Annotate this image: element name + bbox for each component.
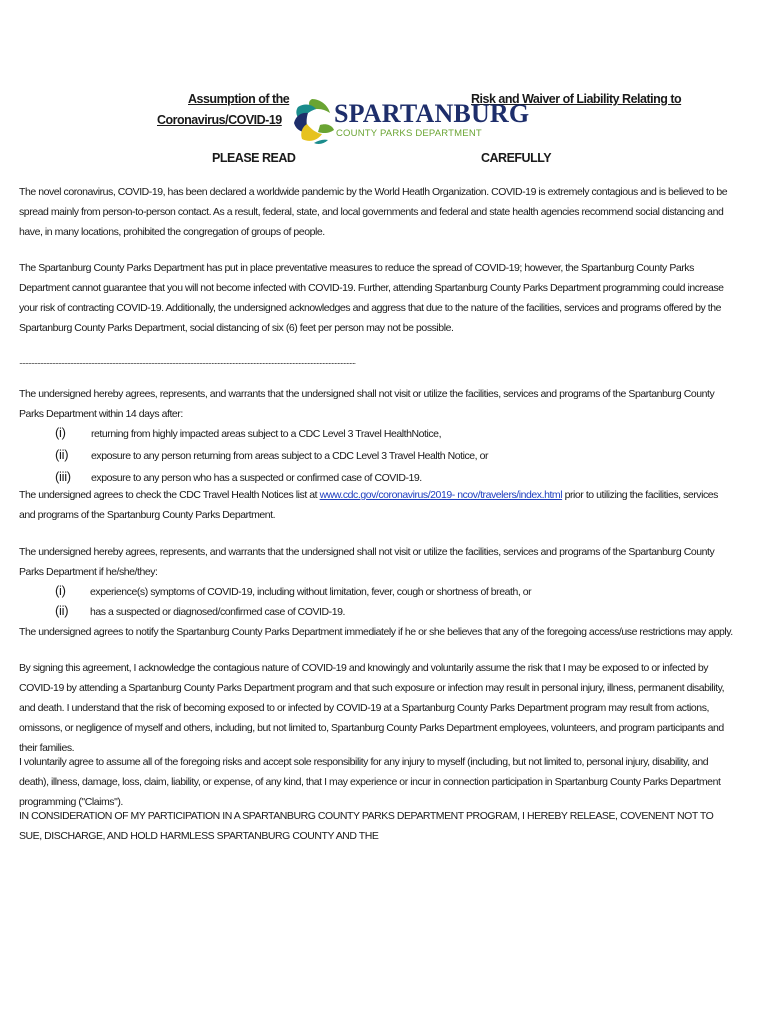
logo-name: SPARTANBURG	[334, 99, 530, 128]
dotted-separator: ................................................................................................................................................................................................................................	[19, 356, 356, 366]
paragraph-acknowledge-risk: By signing this agreement, I acknowledge the contagious nature of COVID-19 and knowingly and voluntarily assume the risk that I may be exposed to or infected by COVID-19 by attending a Spartanburg County Parks Department program and that such exposure or infection may result in personal injury, illness, permanent disability, and death. I understand that the risk of becoming exposed to or infected by COVID-19 at a Spartanburg County Parks Department program may result from actions, omissons, or negligence of myself and others, including, but not limited to, Spartanburg County Parks Department employees, volunteers, and program participants and their families.	[19, 662, 725, 754]
list1-item3-number: (iii)	[55, 469, 71, 484]
logo-subtitle: COUNTY PARKS DEPARTMENT	[336, 128, 482, 139]
title-left-line2: Coronavirus/COVID-19	[157, 113, 282, 127]
list1-item1-number: (i)	[55, 425, 66, 440]
paragraph-release: IN CONSIDERATION OF MY PARTICIPATION IN A SPARTANBURG COUNTY PARKS DEPARTMENT PROGRAM, I HEREBY RELEASE, COVENENT NOT TO SUE, DISCHARGE, AND HOLD HARMLESS SPARTANBURG COUNTY AND THE	[19, 810, 714, 842]
list2-item1-text: experience(s) symptoms of COVID-19, including without limitation, fever, cough or shortness of breath, or	[90, 586, 532, 598]
paragraph-cdc-notice	[19, 485, 719, 525]
list2-item1-number: (i)	[55, 583, 66, 598]
paragraph-notify: The undersigned agrees to notify the Spartanburg County Parks Department immediately if he or she believes that any of the foregoing access/use restrictions may apply.	[19, 626, 733, 638]
list2-item2-text: has a suspected or diagnosed/confirmed case of COVID-19.	[90, 606, 345, 618]
paragraph-symptom-restriction: The undersigned hereby agrees, represents, and warrants that the undersigned shall not visit or utilize the facilities, services and programs of the Spartanburg County Parks Department if he/she/they:	[19, 546, 715, 578]
leaf-emblem-icon	[290, 95, 338, 151]
cdc-notice-post: prior to utilizing the facilities, services and programs of the Spartanburg County Parks Department.	[19, 489, 718, 521]
cdc-notice-pre: The undersigned agrees to check the CDC Travel Health Notices list at	[19, 489, 320, 501]
paragraph-pandemic: The novel coronavirus, COVID-19, has been declared a worldwide pandemic by the World Heatlh Organization. COVID-19 is extremely contagious and is believed to be spread mainly from person-to-person contact. As a result, federal, state, and local governments and federal and state health agencies recommend social distancing and have, in many locations, prohibited the congregation of groups of people.	[19, 186, 728, 238]
list1-item2-number: (ii)	[55, 447, 69, 462]
list1-item3-text: exposure to any person who has a suspected or confirmed case of COVID-19.	[91, 472, 422, 484]
title-right: Risk and Waiver of Liability Relating to	[471, 92, 682, 106]
title-left-line1: Assumption of the	[188, 92, 290, 106]
list1-item1-text: returning from highly impacted areas subject to a CDC Level 3 Travel HealthNotice,	[91, 428, 442, 440]
paragraph-preventative-measures: The Spartanburg County Parks Department has put in place preventative measures to reduce the spread of COVID-19; however, the Spartanburg County Parks Department cannot guarantee that you will not become infected with COVID-19. Further, attending Spartanburg County Parks Department programming could increase your risk of contracting COVID-19. Additionally, the undersigned acknowledges and aggress that due to the nature of the facilities, services and programs offered by the Spartanburg County Parks Department, social distancing of six (6) feet per person may not be possible.	[19, 262, 724, 334]
list2-item2-number: (ii)	[55, 603, 69, 618]
please-read-heading: PLEASE READ	[212, 151, 296, 165]
list1-item2-text: exposure to any person returning from areas subject to a CDC Level 3 Travel Health Notice, or	[91, 450, 489, 462]
paragraph-travel-restriction: The undersigned hereby agrees, represents, and warrants that the undersigned shall not visit or utilize the facilities, services and programs of the Spartanburg County Parks Department within 14 days after:	[19, 388, 715, 420]
carefully-heading: CAREFULLY	[481, 151, 552, 165]
spartanburg-logo	[290, 95, 530, 151]
paragraph-assume-risks: I voluntarily agree to assume all of the foregoing risks and accept sole responsibility for any injury to myself (including, but not limited to, personal injury, disability, and death), illness, damage, loss, claim, liability, or expense, of any kind, that I may experience or incur in connection participation in Spartanburg County Parks Department programming ("Claims").	[19, 756, 721, 808]
cdc-travel-link[interactable]: www.cdc.gov/coronavirus/2019- ncov/travelers/index.html	[319, 489, 563, 501]
